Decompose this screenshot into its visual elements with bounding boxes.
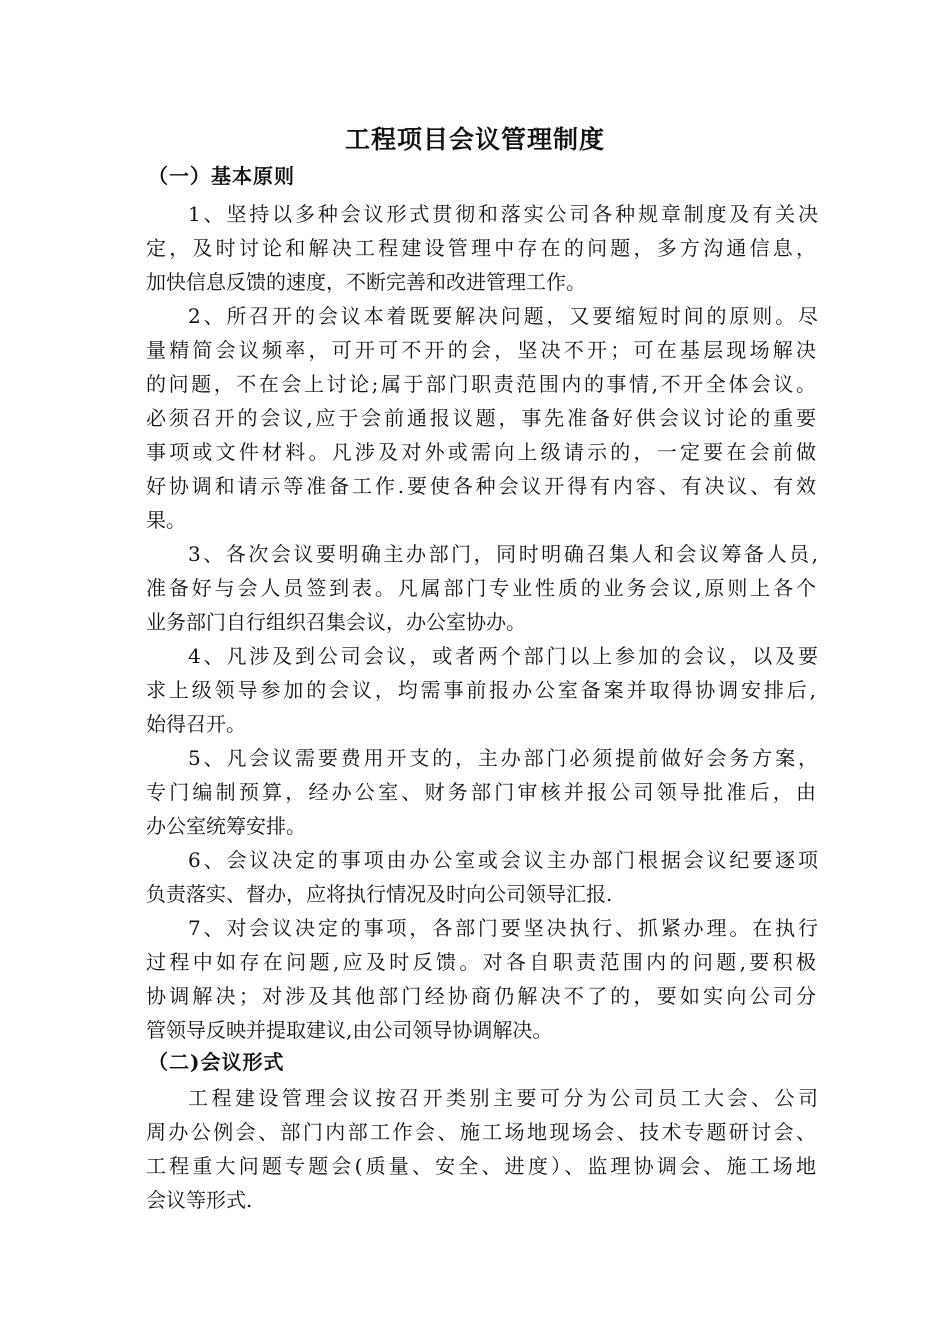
- paragraph-line: 5、凡会议需要费用开支的，主办部门必须提前做好会务方案，: [188, 746, 818, 770]
- paragraph-line: 准备好与会人员签到表。凡属部门专业性质的业务会议,原则上各个: [146, 576, 816, 600]
- paragraph-line: 周办公例会、部门内部工作会、施工场地现场会、技术专题研讨会、: [146, 1120, 816, 1144]
- paragraph-line: 业务部门自行组织召集会议，办公室协办。: [146, 610, 526, 634]
- paragraph-line: 会议等形式.: [146, 1188, 253, 1212]
- paragraph-line: 工程建设管理会议按召开类别主要可分为公司员工大会、公司: [188, 1086, 818, 1110]
- paragraph-line: 协调解决；对涉及其他部门经协商仍解决不了的，要如实向公司分: [146, 984, 816, 1008]
- paragraph-line: 专门编制预算，经办公室、财务部门审核并报公司领导批准后，由: [146, 780, 816, 804]
- paragraph-line: 办公室统筹安排。: [146, 814, 306, 838]
- paragraph-line: 管领导反映并提取建议,由公司领导协调解决。: [146, 1018, 553, 1042]
- paragraph-line: 6、会议决定的事项由办公室或会议主办部门根据会议纪要逐项: [188, 848, 818, 872]
- paragraph-line: 定，及时讨论和解决工程建设管理中存在的问题，多方沟通信息，: [146, 236, 816, 260]
- paragraph-line: 4、凡涉及到公司会议，或者两个部门以上参加的会议，以及要: [188, 644, 818, 668]
- paragraph-line: 工程重大问题专题会(质量、安全、进度）、监理协调会、施工场地: [146, 1154, 816, 1178]
- paragraph-line: 始得召开。: [146, 712, 246, 736]
- paragraph-line: 7、对会议决定的事项，各部门要坚决执行、抓紧办理。在执行: [188, 916, 818, 940]
- paragraph-line: 量精简会议频率，可开可不开的会，坚决不开；可在基层现场解决: [146, 338, 816, 362]
- document-title: 工程项目会议管理制度: [344, 125, 605, 154]
- paragraph-line: 2、所召开的会议本着既要解决问题，又要缩短时间的原则。尽: [188, 304, 818, 328]
- section-heading-meeting-forms: （二)会议形式: [148, 1050, 285, 1074]
- paragraph-line: 的问题，不在会上讨论;属于部门职责范围内的事情,不开全体会议。: [146, 372, 816, 396]
- paragraph-line: 必须召开的会议,应于会前通报议题，事先准备好供会议讨论的重要: [146, 406, 816, 430]
- paragraph-line: 加快信息反馈的速度，不断完善和改进管理工作。: [146, 270, 586, 294]
- paragraph-line: 果。: [146, 508, 186, 532]
- section-heading-basic-principles: （一）基本原则: [148, 164, 295, 188]
- paragraph-line: 事项或文件材料。凡涉及对外或需向上级请示的，一定要在会前做: [146, 440, 816, 464]
- paragraph-line: 1、坚持以多种会议形式贯彻和落实公司各种规章制度及有关决: [188, 202, 818, 226]
- paragraph-line: 求上级领导参加的会议，均需事前报办公室备案并取得协调安排后,: [146, 678, 816, 702]
- paragraph-line: 3、各次会议要明确主办部门，同时明确召集人和会议筹备人员,: [188, 542, 818, 566]
- paragraph-line: 好协调和请示等准备工作.要使各种会议开得有内容、有决议、有效: [146, 474, 816, 498]
- paragraph-line: 过程中如存在问题,应及时反馈。对各自职责范围内的问题,要积极: [146, 950, 816, 974]
- paragraph-line: 负责落实、督办，应将执行情况及时向公司领导汇报.: [146, 882, 613, 906]
